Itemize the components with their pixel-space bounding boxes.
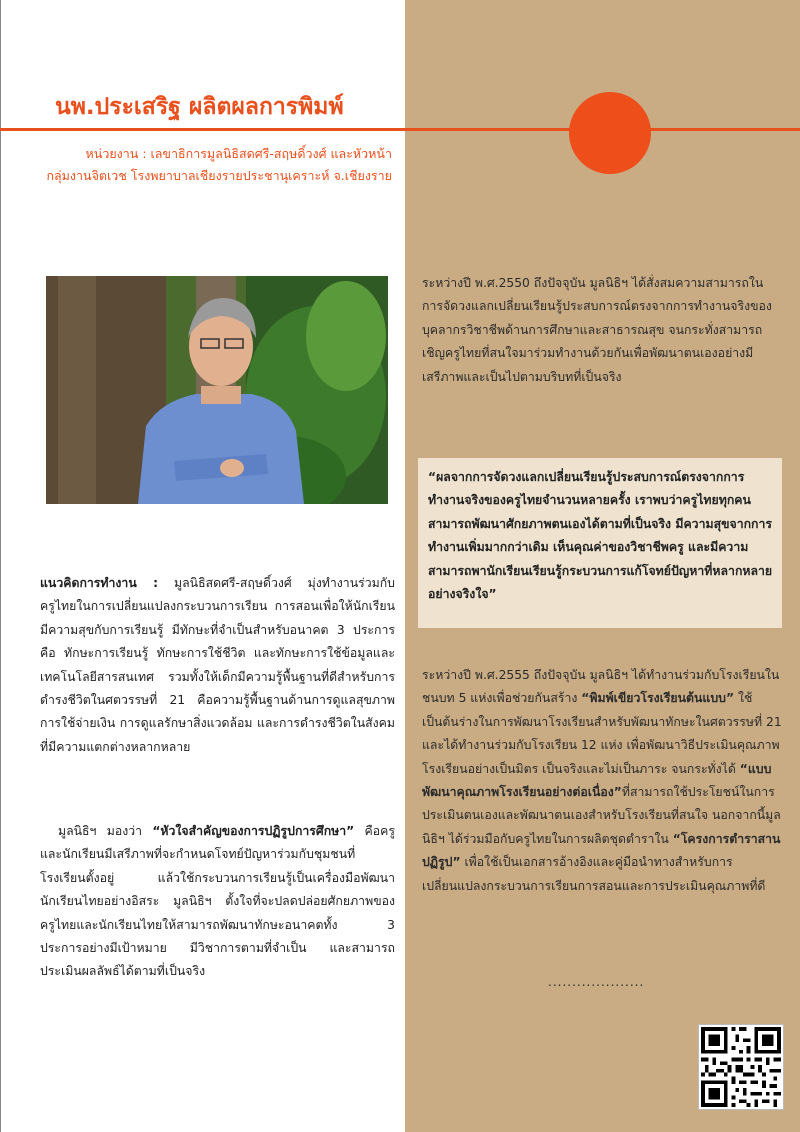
textbook-project-phrase: “โครงการตำราสานปฏิรูป” bbox=[422, 831, 781, 870]
schools-text-b: ใช้เป็นต้นร่างในการพัฒนาโรงเรียนสำหรับพัฒนาทักษะในศตวรรษที่ 21 และได้ทำงานร่วมกับโรงเรียน 12 แห่ง เพื่อพัฒนาวิธีประเมินคุณภาพโรงเรียนอย่างเป็นมิตร เป็นจริงและไม่เป็นภาระ จนกระทั่งได้ bbox=[422, 691, 782, 776]
view-intro: มูลนิธิฯ มองว่า bbox=[58, 824, 153, 838]
page-title: นพ.ประเสริฐ ผลิตผลการพิมพ์ bbox=[55, 94, 344, 120]
qr-code-icon bbox=[699, 1025, 783, 1109]
schools-text-a: ระหว่างปี พ.ศ.2555 ถึงปัจจุบัน มูลนิธิฯ ได้ทำงานร่วมกับโรงเรียนในชนบท 5 แห่งเพื่อช่วยกันสร้าง bbox=[422, 668, 780, 706]
approach-text: มูลนิธิสดศรี-สฤษดิ์วงศ์ มุ่งทำงานร่วมกับครูไทยในการเปลี่ยนแปลงกระบวนการเรียน การสอนเพื่อให้นักเรียนมีความสุขกับการเรียนรู้ มีทักษะที่จำเป็นสำหรับอนาคต 3 ประการคือ ทักษะการเรียนรู้ ทักษะการใช้ชีวิต และทักษะการใช้ข้อมูลและเทคโนโลยีสารสนเทศ รวมทั้งให้เด็กมีความรู้พื้นฐานที่ดีสำหรับการดำรงชีวิตในศตวรรษที่ 21 คือความรู้พื้นฐานด้านการดูแลสุขภาพ การใช้จ่ายเงิน การดูแลรักษาสิ่งแวดล้อม และการดำรงชีวิตในสังคมที่มีความแตกต่างหลากหลาย bbox=[40, 576, 395, 754]
title-rule bbox=[0, 128, 800, 131]
schools-text-c: ที่สามารถใช้ประโยชน์ในการประเมินตนเองและพัฒนาตนเองสำหรับโรงเรียนที่สนใจ นอกจากนี้มูลนิธิฯ ได้ร่วมมือกับครูไทยในการผลิตชุดตำราใน bbox=[422, 785, 781, 846]
approach-label: แนวคิดการทำงาน : bbox=[40, 576, 159, 590]
view-text: คือครูและนักเรียนมีเสรีภาพที่จะกำหนดโจทย์ปัญหาร่วมกับชุมชนที่โรงเรียนตั้งอยู่ แล้วใช้กระบวนการเรียนรู้เป็นเครื่องมือพัฒนานักเรียนไทยอย่างอิสระ มูลนิธิฯ ตั้งใจที่จะปลดปล่อยศักยภาพของครูไทยและนักเรียนไทยให้สามารถพัฒนาทักษะอนาคตทั้ง 3 ประการอย่างมีเป้าหมาย มีวิชาการตามที่จำเป็น และสามารถประเมินผลลัพธ์ได้ตามที่เป็นจริง bbox=[40, 824, 395, 979]
left-paragraph-1 bbox=[40, 572, 395, 759]
reform-key-phrase: “หัวใจสำคัญของการปฏิรูปการศึกษา” bbox=[152, 824, 355, 838]
orange-circle-decoration bbox=[569, 92, 651, 174]
affiliation-line-2: กลุ่มงานจิตเวช โรงพยาบาลเชียงรายประชานุเคราะห์ จ.เชียงราย bbox=[46, 168, 392, 183]
affiliation bbox=[32, 143, 392, 187]
schools-text-d: เพื่อใช้เป็นเอกสารอ้างอิงและคู่มือนำทางสำหรับการเปลี่ยนแปลงกระบวนการเรียนการสอนและการประเมินคุณภาพที่ดี bbox=[422, 855, 766, 893]
portrait-photo bbox=[46, 276, 388, 504]
right-paragraph-1: ระหว่างปี พ.ศ.2550 ถึงปัจจุบัน มูลนิธิฯ ได้สั่งสมความสามารถในการจัดวงแลกเปลี่ยนเรียนรู้ประสบการณ์ตรงจากการทำงานจริงของบุคลากรวิชาชีพด้านการศึกษาและสาธารณสุข จนกระทั่งสามารถเชิญครูไทยที่สนใจมาร่วมทำงานด้วยกันเพื่อพัฒนาตนเองอย่างมีเสรีภาพและเป็นไปตามบริบทที่เป็นจริง bbox=[422, 276, 772, 384]
quality-model-phrase: “แบบพัฒนาคุณภาพโรงเรียนอย่างต่อเนื่อง” bbox=[422, 761, 772, 800]
right-paragraph-2 bbox=[422, 664, 782, 898]
page-border bbox=[0, 0, 1, 1132]
pull-quote: “ผลจากการจัดวงแลกเปลี่ยนเรียนรู้ประสบการณ์ตรงจากการทำงานจริงของครูไทยจำนวนหลายครั้ง เราพบว่าครูไทยทุกคนสามารถพัฒนาศักยภาพตนเองได้ตามที่เป็นจริง มีความสุขจากการทำงานเพิ่มมากกว่าเดิม เห็นคุณค่าของวิชาชีพครู และมีความสามารถพานักเรียนเรียนรู้กระบวนการแก้โจทย์ปัญหาที่หลากหลายอย่างจริงใจ” bbox=[418, 458, 782, 628]
blueprint-phrase: “พิมพ์เขียวโรงเรียนต้นแบบ” bbox=[581, 691, 735, 706]
affiliation-line-1: หน่วยงาน : เลขาธิการมูลนิธิสดศรี-สฤษดิ์วงศ์ และหัวหน้า bbox=[85, 146, 392, 161]
left-paragraph-2 bbox=[40, 820, 395, 984]
dotted-separator: .................... bbox=[548, 975, 645, 989]
